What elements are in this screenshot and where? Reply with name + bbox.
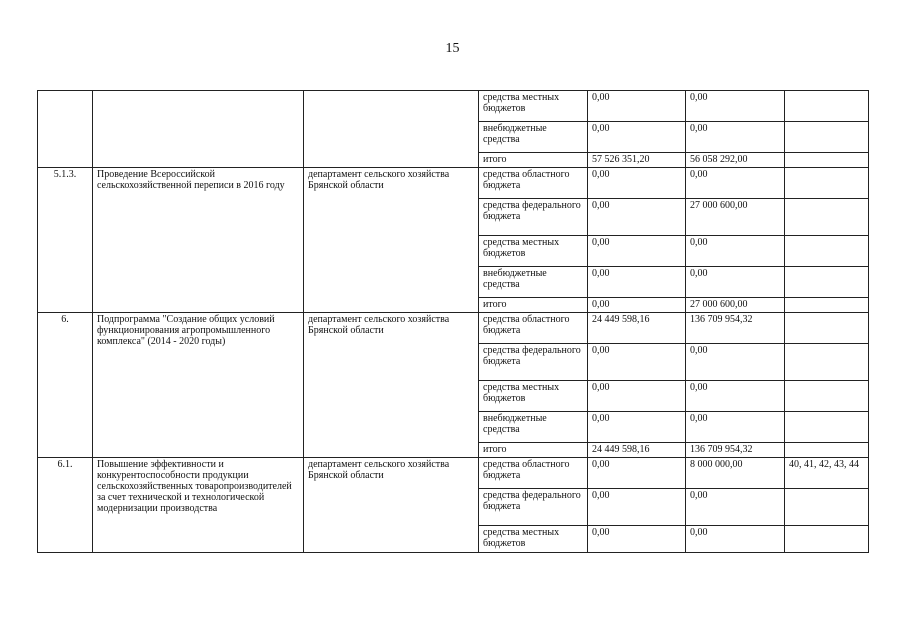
amount-cell: 0,00 xyxy=(588,122,686,153)
amount-cell: 57 526 351,20 xyxy=(588,153,686,168)
amount-cell: 0,00 xyxy=(588,344,686,381)
amount-cell: 0,00 xyxy=(686,168,785,199)
indicator-cell: 40, 41, 42, 43, 44 xyxy=(785,458,869,489)
indicator-cell xyxy=(785,443,869,458)
amount-cell: 0,00 xyxy=(686,91,785,122)
executor-cell: департамент сельского хозяйства Брянской области xyxy=(304,458,479,553)
amount-cell: 0,00 xyxy=(686,381,785,412)
amount-cell: 27 000 600,00 xyxy=(686,298,785,313)
amount-cell: 0,00 xyxy=(686,236,785,267)
indicator-cell xyxy=(785,412,869,443)
executor-cell xyxy=(304,91,479,168)
funding-source-cell: средства местных бюджетов xyxy=(479,91,588,122)
funding-source-cell: средства областного бюджета xyxy=(479,458,588,489)
indicator-cell xyxy=(785,236,869,267)
indicator-cell xyxy=(785,168,869,199)
table-row xyxy=(38,91,869,122)
item-name-cell: Повышение эффективности и конкурентоспособности продукции сельскохозяйственных товаропроизводителей за счет технической и технологической модернизации производства xyxy=(93,458,304,553)
amount-cell: 136 709 954,32 xyxy=(686,313,785,344)
item-number-cell xyxy=(38,91,93,168)
item-name-cell: Подпрограмма "Создание общих условий функционирования агропромышленного комплекса" (2014 - 2020 годы) xyxy=(93,313,304,458)
indicator-cell xyxy=(785,91,869,122)
indicator-cell xyxy=(785,526,869,553)
amount-cell: 0,00 xyxy=(588,199,686,236)
funding-source-cell: средства местных бюджетов xyxy=(479,236,588,267)
amount-cell: 0,00 xyxy=(588,458,686,489)
amount-cell: 0,00 xyxy=(588,526,686,553)
amount-cell: 24 449 598,16 xyxy=(588,313,686,344)
amount-cell: 0,00 xyxy=(686,122,785,153)
table-row xyxy=(38,458,869,489)
funding-source-cell: средства федерального бюджета xyxy=(479,344,588,381)
funding-source-cell: средства местных бюджетов xyxy=(479,526,588,553)
funding-source-cell: внебюджетные средства xyxy=(479,122,588,153)
indicator-cell xyxy=(785,199,869,236)
indicator-cell xyxy=(785,381,869,412)
budget-table xyxy=(37,90,869,553)
executor-cell: департамент сельского хозяйства Брянской области xyxy=(304,313,479,458)
item-name-cell xyxy=(93,91,304,168)
funding-source-cell: средства федерального бюджета xyxy=(479,489,588,526)
amount-cell: 0,00 xyxy=(588,412,686,443)
amount-cell: 0,00 xyxy=(588,489,686,526)
table-row xyxy=(38,313,869,344)
funding-source-cell: внебюджетные средства xyxy=(479,412,588,443)
amount-cell: 0,00 xyxy=(686,412,785,443)
amount-cell: 0,00 xyxy=(588,236,686,267)
indicator-cell xyxy=(785,153,869,168)
budget-table-body xyxy=(38,91,869,553)
page-number: 15 xyxy=(445,41,460,56)
amount-cell: 0,00 xyxy=(686,526,785,553)
funding-source-cell: внебюджетные средства xyxy=(479,267,588,298)
indicator-cell xyxy=(785,489,869,526)
amount-cell: 0,00 xyxy=(588,267,686,298)
table-row xyxy=(38,168,869,199)
item-number-cell: 6.1. xyxy=(38,458,93,553)
amount-cell: 0,00 xyxy=(588,298,686,313)
executor-cell: департамент сельского хозяйства Брянской области xyxy=(304,168,479,313)
funding-source-cell: итого xyxy=(479,153,588,168)
amount-cell: 0,00 xyxy=(686,267,785,298)
amount-cell: 8 000 000,00 xyxy=(686,458,785,489)
indicator-cell xyxy=(785,313,869,344)
funding-source-cell: средства областного бюджета xyxy=(479,168,588,199)
indicator-cell xyxy=(785,298,869,313)
item-number-cell: 6. xyxy=(38,313,93,458)
amount-cell: 0,00 xyxy=(588,91,686,122)
funding-source-cell: итого xyxy=(479,298,588,313)
item-number-cell: 5.1.3. xyxy=(38,168,93,313)
item-name-cell: Проведение Всероссийской сельскохозяйственной переписи в 2016 году xyxy=(93,168,304,313)
amount-cell: 136 709 954,32 xyxy=(686,443,785,458)
amount-cell: 24 449 598,16 xyxy=(588,443,686,458)
funding-source-cell: средства областного бюджета xyxy=(479,313,588,344)
indicator-cell xyxy=(785,344,869,381)
amount-cell: 27 000 600,00 xyxy=(686,199,785,236)
funding-source-cell: итого xyxy=(479,443,588,458)
indicator-cell xyxy=(785,267,869,298)
amount-cell: 0,00 xyxy=(588,381,686,412)
amount-cell: 0,00 xyxy=(686,489,785,526)
funding-source-cell: средства федерального бюджета xyxy=(479,199,588,236)
amount-cell: 0,00 xyxy=(588,168,686,199)
amount-cell: 0,00 xyxy=(686,344,785,381)
funding-source-cell: средства местных бюджетов xyxy=(479,381,588,412)
indicator-cell xyxy=(785,122,869,153)
amount-cell: 56 058 292,00 xyxy=(686,153,785,168)
